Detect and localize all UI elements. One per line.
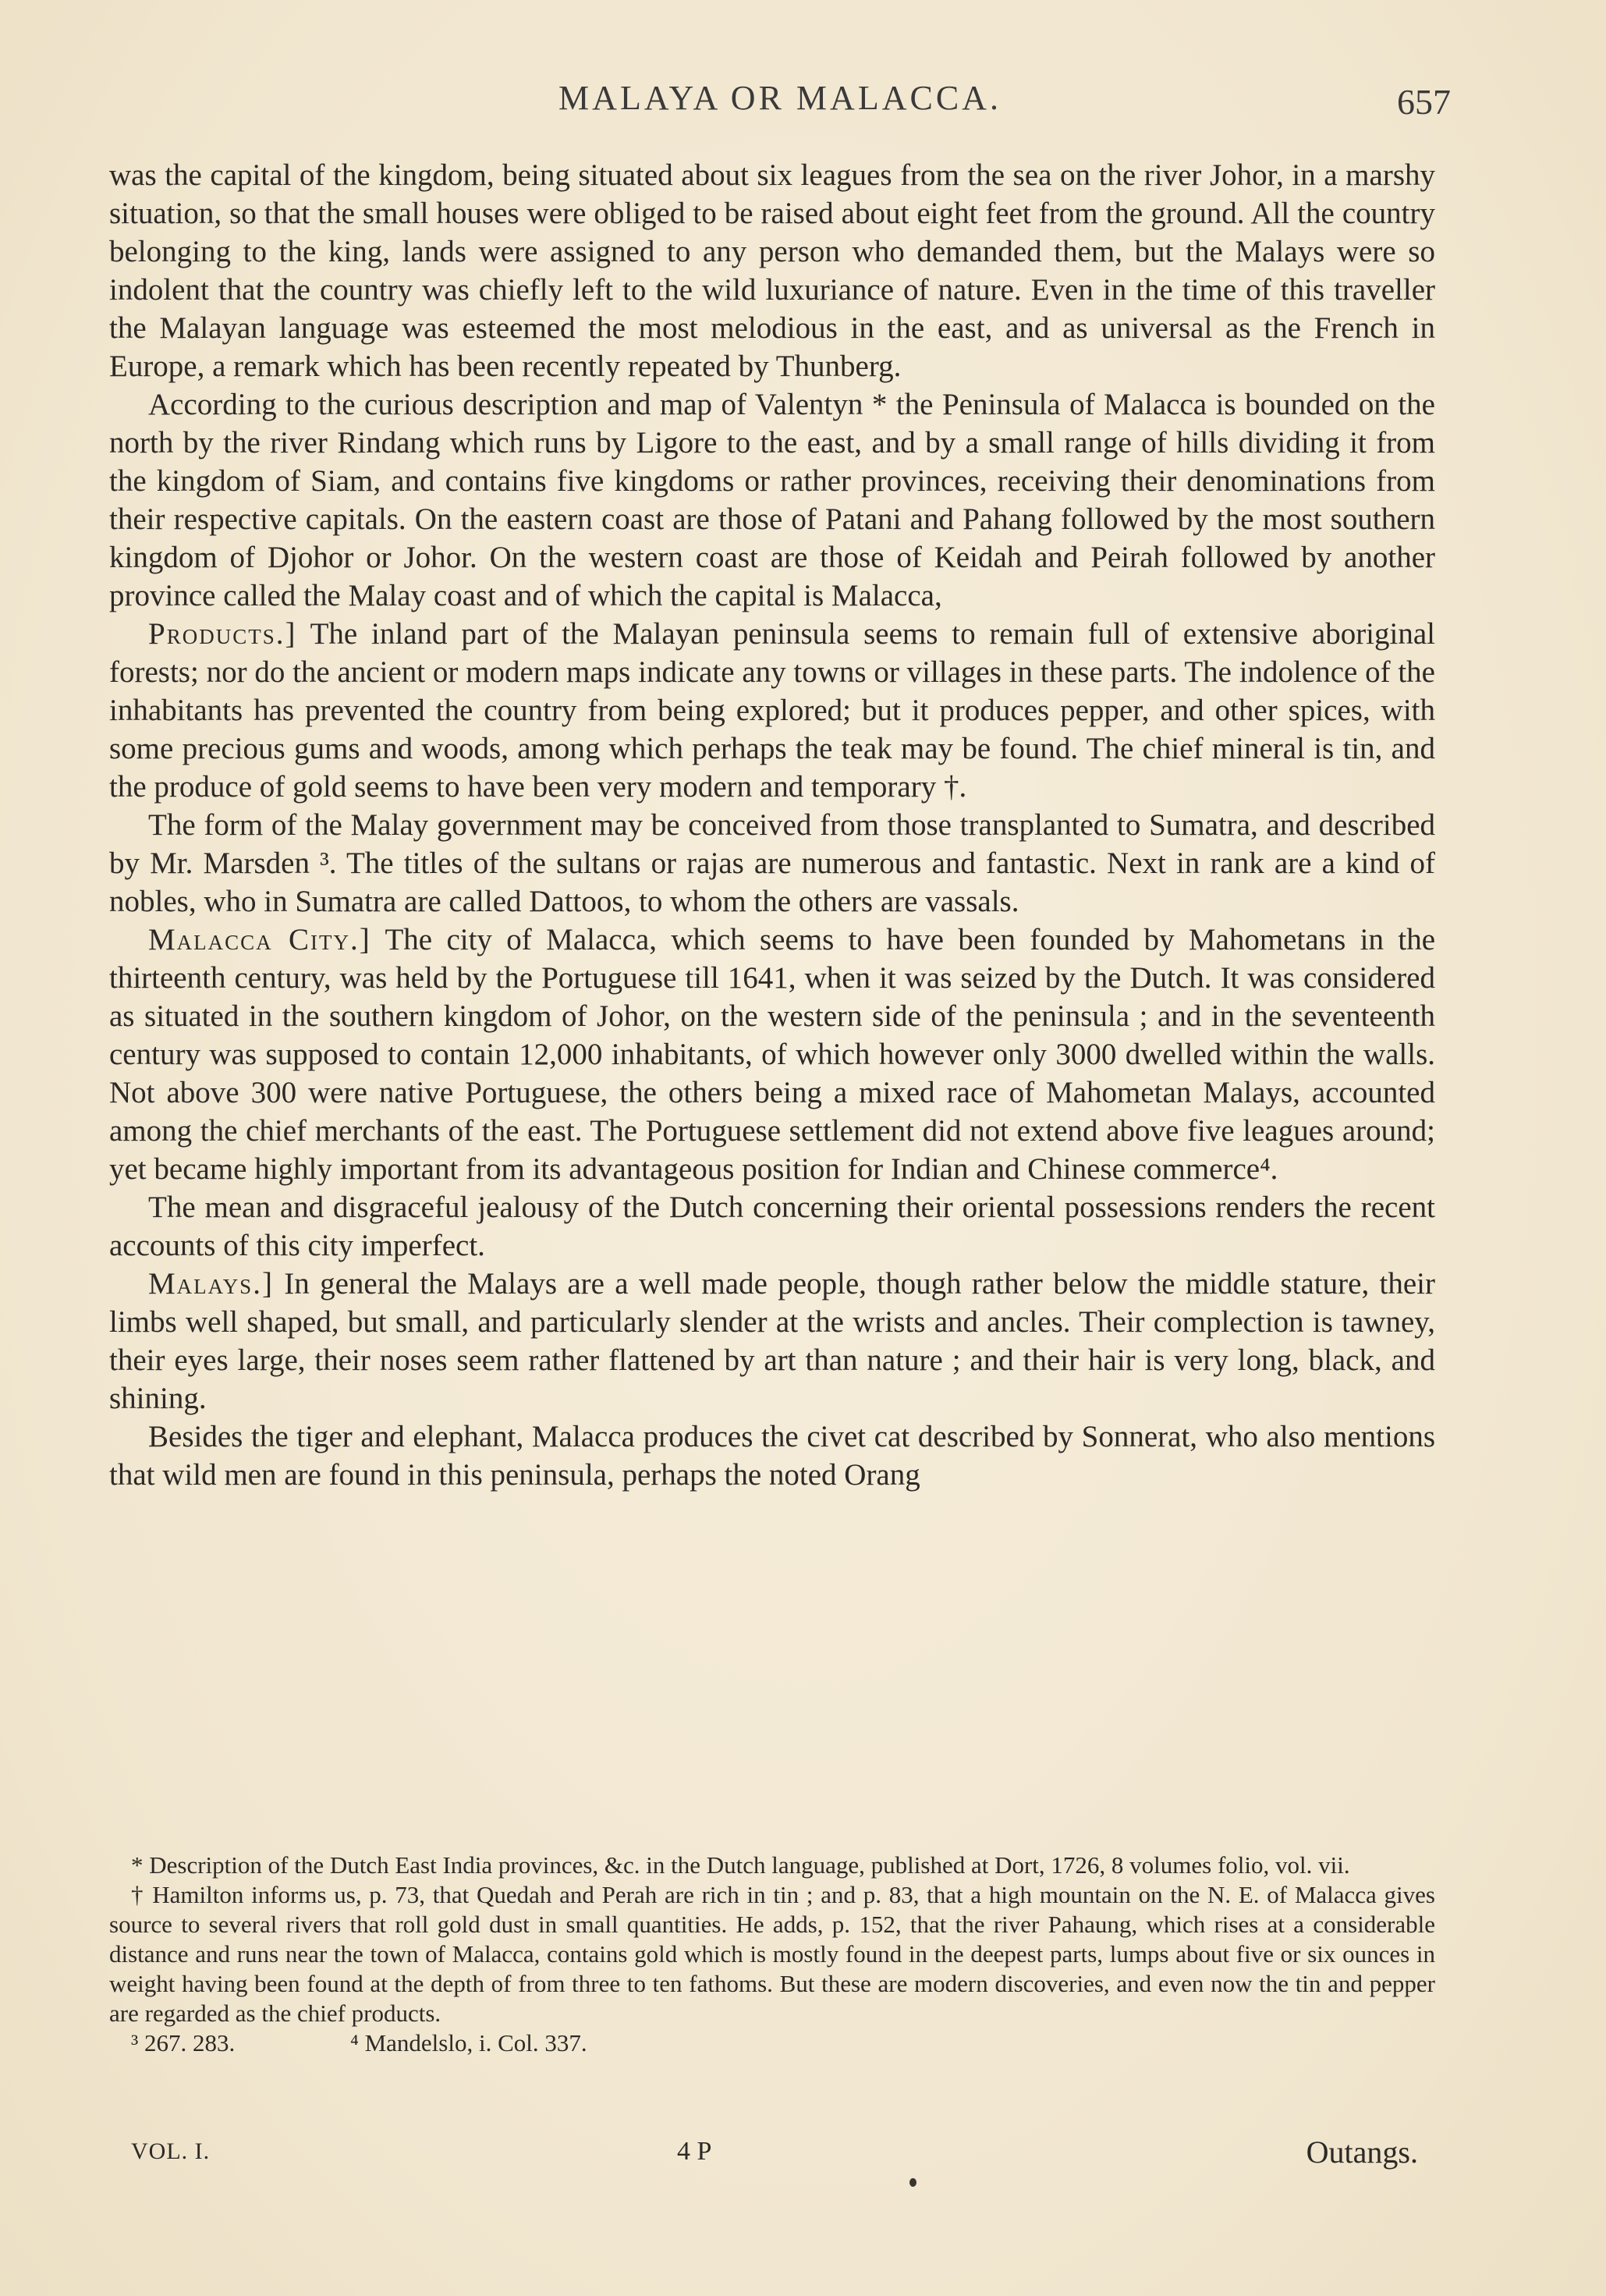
body-text	[109, 156, 1435, 1494]
paragraph-text: According to the curious description and map of Valentyn * the Peninsula of Malacca is bounded on the north by the river Rindang which runs by Ligore to the east, and by a small range of hills dividing it from the kingdom of Siam, and contains five kingdoms or rather provinces, receiving their denominations from their respective capitals. On the eastern coast are those of Patani and Pahang followed by the most southern kingdom of Djohor or Johor. On the western coast are those of Keidah and Peirah followed by another province called the Malay coast and of which the capital is Malacca,	[109, 388, 1435, 612]
paragraph-text: Besides the tiger and elephant, Malacca produces the civet cat described by Sonnerat, who also mentions that wild men are found in this peninsula, perhaps the noted Orang	[109, 1420, 1435, 1492]
paragraph-text: The inland part of the Malayan peninsula seems to remain full of extensive aboriginal forests; nor do the ancient or modern maps indicate any towns or villages in these parts. The indolence of the inhabitants has prevented the country from being explored; but it produces pepper, and other spices, with some precious gums and woods, among which perhaps the teak may be found. The chief mineral is tin, and the produce of gold seems to have been very modern and temporary †.	[109, 617, 1435, 804]
paragraph-text: was the capital of the kingdom, being situated about six leagues from the sea on the river Johor, in a marshy situation, so that the small houses were obliged to be raised about eight feet from the ground. All the country belonging to the king, lands were assigned to any person who demanded them, but the Malays were so indolent that the country was chiefly left to the wild luxuriance of nature. Even in the time of this traveller the Malayan language was esteemed the most melodious in the east, and as universal as the French in Europe, a remark which has been recently repeated by Thunberg.	[109, 158, 1435, 383]
paragraph-malacca-city	[109, 921, 1435, 1188]
footnote-ref-3: ³ 267. 283.	[131, 2029, 236, 2056]
side-heading-malays: Malays.]	[148, 1267, 274, 1301]
paragraph-products	[109, 615, 1435, 806]
signature-mark: 4 P	[677, 2137, 712, 2166]
paragraph-animals	[109, 1418, 1435, 1494]
paragraph-valentyn	[109, 385, 1435, 615]
paragraph-text: In general the Malays are a well made people, though rather below the middle stature, their limbs well shaped, but small, and particularly slender at the wrists and ancles. Their complection is tawney, their eyes large, their noses seem rather flattened by art than nature ; and their hair is very long, black, and shining.	[109, 1267, 1435, 1415]
ink-speck	[909, 2178, 916, 2187]
side-heading-products: Products.]	[148, 617, 297, 651]
footnote-ref-4: ⁴ Mandelslo, i. Col. 337.	[350, 2029, 587, 2056]
footnote-dagger: † Hamilton informs us, p. 73, that Quedah and Perah are rich in tin ; and p. 83, that a high mountain on the N. E. of Malacca gives source to several rivers that roll gold dust in small quantities. He adds, p. 152, that the river Pahaung, which rises at a considerable distance and runs near the town of Malacca, contains gold which is mostly found in the deepest parts, lumps about five or six ounces in weight having been found at the depth of from three to ten fathoms. But these are modern discoveries, and even now the tin and pepper are regarded as the chief products.	[109, 1881, 1435, 2027]
volume-label: VOL. I.	[131, 2138, 211, 2164]
paragraph-continuation	[109, 156, 1435, 385]
catchword: Outangs.	[1306, 2135, 1418, 2170]
footnotes	[109, 1851, 1435, 2058]
paragraph-malays	[109, 1265, 1435, 1418]
page-number: 657	[1397, 82, 1451, 122]
side-heading-malacca-city: Malacca City.]	[148, 923, 371, 956]
paragraph-jealousy	[109, 1188, 1435, 1265]
paragraph-text: The city of Malacca, which seems to have been founded by Mahometans in the thirteenth century, was held by the Portuguese till 1641, when it was seized by the Dutch. It was considered as situated in the southern kingdom of Johor, on the western side of the peninsula ; and in the seventeenth century was supposed to contain 12,000 inhabitants, of which however only 3000 dwelled within the walls. Not above 300 were native Portuguese, the others being a mixed race of Mahometan Malays, accounted among the chief merchants of the east. The Portuguese settlement did not extend above five leagues around; yet became highly important from its advantageous position for Indian and Chinese commerce⁴.	[109, 923, 1436, 1186]
footnote-references	[131, 2028, 1435, 2058]
page-footer	[131, 2134, 1418, 2173]
running-title: MALAYA OR MALACCA.	[558, 79, 1002, 117]
footnote-asterisk: * Description of the Dutch East India provinces, &c. in the Dutch language, published at Dort, 1726, 8 volumes folio, vol. vii.	[131, 1851, 1350, 1879]
paragraph-text: The mean and disgraceful jealousy of the Dutch concerning their oriental possessions renders the recent accounts of this city imperfect.	[109, 1191, 1435, 1262]
paragraph-government	[109, 806, 1435, 921]
paragraph-text: The form of the Malay government may be conceived from those transplanted to Sumatra, and described by Mr. Marsden ³. The titles of the sultans or rajas are numerous and fantastic. Next in rank are a kind of nobles, who in Sumatra are called Dattoos, to whom the others are vassals.	[109, 808, 1435, 918]
page-header	[109, 78, 1451, 133]
